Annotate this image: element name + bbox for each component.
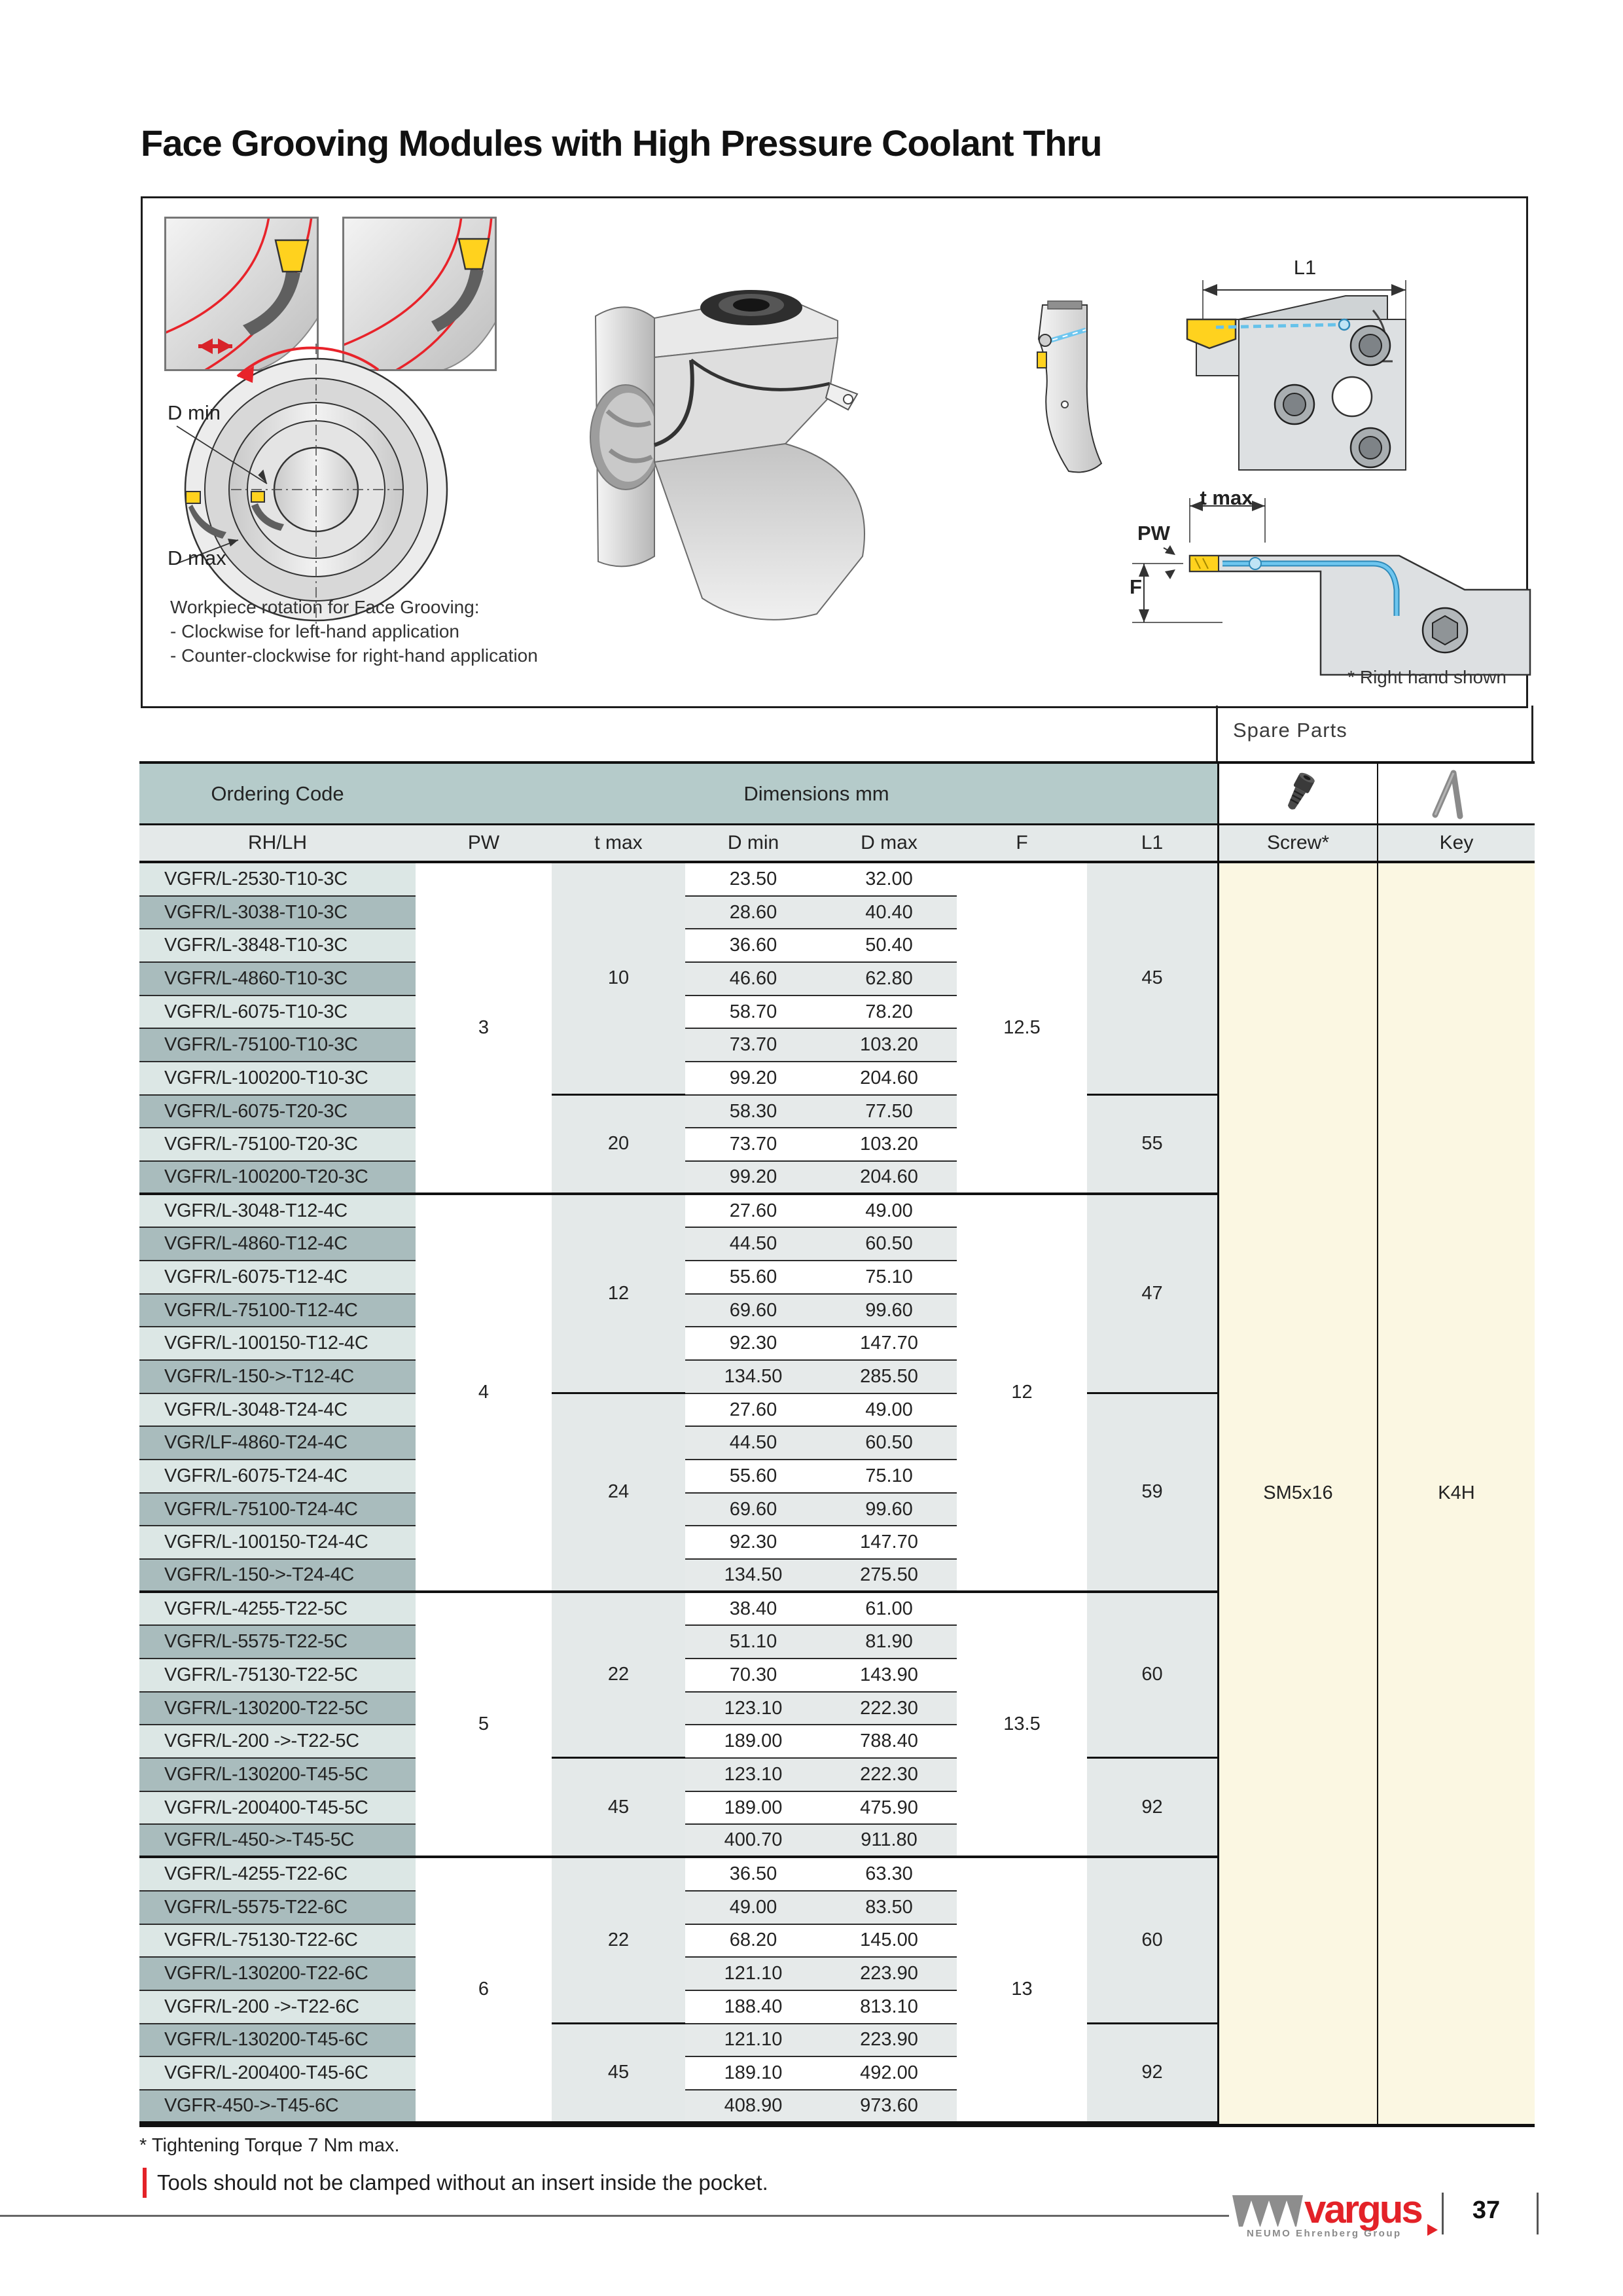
d-max-cell: 143.90: [821, 1659, 957, 1693]
footer-divider-2: [1537, 2193, 1539, 2234]
col-header-l1: L1: [1087, 825, 1217, 863]
d-max-cell: 99.60: [821, 1494, 957, 1527]
vargus-logo: [1231, 2187, 1421, 2239]
d-max-cell: 222.30: [821, 1759, 957, 1792]
ordering-code-cell: VGFR/L-4860-T12-4C: [139, 1228, 416, 1261]
ordering-code-cell: VGFR/L-4255-T22-5C: [139, 1593, 416, 1626]
pw-cell: 4: [416, 1195, 552, 1593]
d-min-cell: 134.50: [685, 1560, 821, 1593]
d-min-cell: 68.20: [685, 1925, 821, 1958]
d-min-cell: 121.10: [685, 2024, 821, 2058]
ordering-code-cell: VGFR/L-130200-T45-5C: [139, 1759, 416, 1792]
d-min-cell: 27.60: [685, 1195, 821, 1229]
d-min-cell: 189.00: [685, 1792, 821, 1825]
tmax-cell: 10: [552, 863, 685, 1096]
f-cell: 12: [957, 1195, 1087, 1593]
d-min-cell: 408.90: [685, 2090, 821, 2124]
d-min-cell: 44.50: [685, 1228, 821, 1261]
d-min-cell: 189.10: [685, 2057, 821, 2090]
tmax-cell: 20: [552, 1096, 685, 1195]
l1-cell: 55: [1087, 1096, 1217, 1195]
ordering-code-cell: VGFR/L-100150-T12-4C: [139, 1327, 416, 1361]
ordering-code-cell: VGFR/L-200 ->-T22-6C: [139, 1991, 416, 2024]
d-min-label: D min: [168, 401, 221, 424]
tool-side-view: [1023, 300, 1115, 476]
f-cell: 13: [957, 1858, 1087, 2123]
d-min-cell: 92.30: [685, 1526, 821, 1560]
d-min-cell: 69.60: [685, 1295, 821, 1328]
d-min-cell: 27.60: [685, 1394, 821, 1427]
tmax-cell: 22: [552, 1858, 685, 2024]
ordering-code-cell: VGFR/L-75100-T12-4C: [139, 1295, 416, 1328]
ordering-code-cell: VGFR/L-6075-T12-4C: [139, 1261, 416, 1295]
l1-cell: 59: [1087, 1394, 1217, 1593]
ordering-code-cell: VGFR/L-150->-T24-4C: [139, 1560, 416, 1593]
d-max-cell: 99.60: [821, 1295, 957, 1328]
d-max-cell: 40.40: [821, 897, 957, 930]
ordering-code-cell: VGFR/L-200 ->-T22-5C: [139, 1725, 416, 1759]
vargus-subtitle: NEUMO Ehrenberg Group: [1247, 2228, 1402, 2239]
ordering-code-cell: VGFR/L-200400-T45-5C: [139, 1792, 416, 1825]
f-cell: 12.5: [957, 863, 1087, 1195]
ordering-code-cell: VGFR/L-4255-T22-6C: [139, 1858, 416, 1892]
l1-cell: 92: [1087, 1759, 1217, 1858]
d-max-cell: 222.30: [821, 1693, 957, 1726]
rotation-note-line1: Workpiece rotation for Face Grooving:: [170, 597, 480, 617]
d-max-cell: 78.20: [821, 996, 957, 1030]
screw-icon: [1217, 764, 1377, 825]
d-min-cell: 55.60: [685, 1460, 821, 1494]
tmax-cell: 24: [552, 1394, 685, 1593]
d-max-cell: 204.60: [821, 1162, 957, 1195]
pw-cell: 3: [416, 863, 552, 1195]
dimensions-header: Dimensions mm: [416, 764, 1217, 825]
d-min-cell: 44.50: [685, 1427, 821, 1460]
ordering-code-cell: VGFR/L-6075-T20-3C: [139, 1096, 416, 1129]
l1-cell: 60: [1087, 1858, 1217, 2024]
l1-cell: 60: [1087, 1593, 1217, 1759]
d-min-cell: 58.70: [685, 996, 821, 1030]
vargus-logo-mark: [1231, 2193, 1304, 2228]
l1-cell: 92: [1087, 2024, 1217, 2124]
ordering-code-cell: VGFR/L-2530-T10-3C: [139, 863, 416, 897]
d-min-cell: 188.40: [685, 1991, 821, 2024]
d-max-cell: 285.50: [821, 1361, 957, 1394]
page-number: 37: [1472, 2197, 1501, 2224]
tool-3d-render: [555, 234, 889, 640]
key-spare-cell: K4H: [1377, 863, 1535, 2124]
d-max-cell: 77.50: [821, 1096, 957, 1129]
d-max-cell: 61.00: [821, 1593, 957, 1626]
ordering-code-cell: VGR/LF-4860-T24-4C: [139, 1427, 416, 1460]
d-max-cell: 60.50: [821, 1427, 957, 1460]
d-max-cell: 492.00: [821, 2057, 957, 2090]
ordering-code-cell: VGFR/L-100200-T20-3C: [139, 1162, 416, 1195]
spare-parts-heading: Spare Parts: [1233, 719, 1347, 742]
col-header-f: F: [957, 825, 1087, 863]
ordering-code-cell: VGFR/L-75130-T22-5C: [139, 1659, 416, 1693]
d-min-cell: 38.40: [685, 1593, 821, 1626]
ordering-code-header: Ordering Code: [139, 764, 416, 825]
d-min-cell: 189.00: [685, 1725, 821, 1759]
d-min-cell: 36.50: [685, 1858, 821, 1892]
d-max-cell: 204.60: [821, 1062, 957, 1096]
d-max-cell: 75.10: [821, 1460, 957, 1494]
d-max-cell: 32.00: [821, 863, 957, 897]
d-max-cell: 223.90: [821, 2024, 957, 2058]
d-max-cell: 145.00: [821, 1925, 957, 1958]
ordering-code-cell: VGFR/L-3048-T12-4C: [139, 1195, 416, 1229]
warning-text: Tools should not be clamped without an insert inside the pocket.: [157, 2170, 768, 2195]
d-max-cell: 973.60: [821, 2090, 957, 2124]
d-min-cell: 55.60: [685, 1261, 821, 1295]
d-min-cell: 123.10: [685, 1693, 821, 1726]
d-max-cell: 83.50: [821, 1892, 957, 1925]
f-cell: 13.5: [957, 1593, 1087, 1858]
d-max-cell: 911.80: [821, 1825, 957, 1858]
footer-divider-1: [1442, 2193, 1444, 2234]
rotation-note-line3: - Counter-clockwise for right-hand application: [170, 645, 538, 666]
tmax-cell: 12: [552, 1195, 685, 1394]
col-header-tmax: t max: [552, 825, 685, 863]
d-max-cell: 63.30: [821, 1858, 957, 1892]
d-min-cell: 58.30: [685, 1096, 821, 1129]
d-max-cell: 813.10: [821, 1991, 957, 2024]
d-max-cell: 223.90: [821, 1958, 957, 1991]
ordering-code-cell: VGFR/L-75100-T10-3C: [139, 1029, 416, 1062]
d-min-cell: 134.50: [685, 1361, 821, 1394]
d-min-cell: 36.60: [685, 929, 821, 963]
tool-detail-view: [1124, 485, 1543, 681]
tmax-cell: 45: [552, 2024, 685, 2124]
d-min-cell: 73.70: [685, 1128, 821, 1162]
col-header-pw: PW: [416, 825, 552, 863]
d-min-cell: 121.10: [685, 1958, 821, 1991]
d-max-cell: 475.90: [821, 1792, 957, 1825]
ordering-code-cell: VGFR/L-6075-T10-3C: [139, 996, 416, 1030]
d-min-cell: 49.00: [685, 1892, 821, 1925]
ordering-code-cell: VGFR/L-150->-T12-4C: [139, 1361, 416, 1394]
col-header-screw: Screw*: [1217, 825, 1377, 863]
l1-cell: 45: [1087, 863, 1217, 1096]
pw-cell: 6: [416, 1858, 552, 2123]
ordering-code-cell: VGFR/L-100150-T24-4C: [139, 1526, 416, 1560]
rotation-note-line2: - Clockwise for left-hand application: [170, 621, 459, 641]
ordering-code-cell: VGFR/L-130200-T45-6C: [139, 2024, 416, 2058]
right-hand-note: * Right hand shown: [1347, 667, 1507, 687]
tool-front-view: [1177, 254, 1533, 476]
logo-flag: [1427, 2224, 1438, 2236]
d-max-cell: 275.50: [821, 1560, 957, 1593]
screw-spare-cell: SM5x16: [1217, 863, 1377, 2124]
spare-parts-divider-left: [1216, 706, 1218, 762]
ordering-code-cell: VGFR/L-100200-T10-3C: [139, 1062, 416, 1096]
d-min-cell: 70.30: [685, 1659, 821, 1693]
d-min-cell: 99.20: [685, 1062, 821, 1096]
d-max-cell: 49.00: [821, 1394, 957, 1427]
vargus-wordmark: vargus: [1304, 2187, 1421, 2231]
ordering-code-cell: VGFR/L-6075-T24-4C: [139, 1460, 416, 1494]
d-min-cell: 28.60: [685, 897, 821, 930]
ordering-code-cell: VGFR/L-5575-T22-6C: [139, 1892, 416, 1925]
rotation-note: [170, 595, 538, 668]
ordering-code-cell: VGFR/L-450->-T45-5C: [139, 1825, 416, 1858]
d-min-cell: 69.60: [685, 1494, 821, 1527]
d-max-cell: 62.80: [821, 963, 957, 996]
ordering-code-cell: VGFR/L-3848-T10-3C: [139, 929, 416, 963]
pw-cell: 5: [416, 1593, 552, 1858]
warning-accent-bar: [143, 2168, 147, 2198]
d-min-cell: 99.20: [685, 1162, 821, 1195]
ordering-code-cell: VGFR/L-4860-T10-3C: [139, 963, 416, 996]
d-max-cell: 147.70: [821, 1526, 957, 1560]
ordering-code-cell: VGFR-450->-T45-6C: [139, 2090, 416, 2124]
d-max-cell: 50.40: [821, 929, 957, 963]
col-header-rhlh: RH/LH: [139, 825, 416, 863]
footer-rule: [0, 2215, 1229, 2217]
ordering-code-cell: VGFR/L-75100-T24-4C: [139, 1494, 416, 1527]
illustration-panel: [141, 196, 1528, 708]
d-max-cell: 81.90: [821, 1626, 957, 1659]
d-max-cell: 788.40: [821, 1725, 957, 1759]
d-max-label: D max: [168, 547, 226, 569]
d-min-cell: 400.70: [685, 1825, 821, 1858]
col-header-dmax: D max: [821, 825, 957, 863]
d-max-cell: 103.20: [821, 1029, 957, 1062]
ordering-code-cell: VGFR/L-3048-T24-4C: [139, 1394, 416, 1427]
ordering-code-cell: VGFR/L-75100-T20-3C: [139, 1128, 416, 1162]
spare-parts-divider-right: [1531, 706, 1533, 762]
ordering-code-cell: VGFR/L-200400-T45-6C: [139, 2057, 416, 2090]
d-min-cell: 23.50: [685, 863, 821, 897]
d-max-cell: 103.20: [821, 1128, 957, 1162]
ordering-code-cell: VGFR/L-130200-T22-6C: [139, 1958, 416, 1991]
pw-dim-label: PW: [1137, 522, 1170, 545]
d-min-cell: 73.70: [685, 1029, 821, 1062]
ordering-code-cell: VGFR/L-3038-T10-3C: [139, 897, 416, 930]
l1-cell: 47: [1087, 1195, 1217, 1394]
d-min-cell: 123.10: [685, 1759, 821, 1792]
l1-dim-label: L1: [1293, 256, 1317, 279]
t-max-dim-label: t max: [1200, 486, 1253, 509]
col-header-dmin: D min: [685, 825, 821, 863]
d-min-cell: 46.60: [685, 963, 821, 996]
d-max-cell: 60.50: [821, 1228, 957, 1261]
clamping-warning: [143, 2168, 768, 2198]
ordering-code-cell: VGFR/L-130200-T22-5C: [139, 1693, 416, 1726]
col-header-key: Key: [1377, 825, 1535, 863]
torque-footnote: * Tightening Torque 7 Nm max.: [139, 2135, 400, 2156]
tmax-cell: 45: [552, 1759, 685, 1858]
d-max-cell: 147.70: [821, 1327, 957, 1361]
f-dim-label: F: [1130, 575, 1142, 598]
d-min-cell: 51.10: [685, 1626, 821, 1659]
d-max-cell: 49.00: [821, 1195, 957, 1229]
workpiece-rotation-diagram: [169, 342, 463, 637]
ordering-table: [139, 761, 1535, 2127]
page-title: Face Grooving Modules with High Pressure Coolant Thru: [141, 122, 1102, 164]
d-min-cell: 92.30: [685, 1327, 821, 1361]
d-max-cell: 75.10: [821, 1261, 957, 1295]
ordering-code-cell: VGFR/L-75130-T22-6C: [139, 1925, 416, 1958]
ordering-code-cell: VGFR/L-5575-T22-5C: [139, 1626, 416, 1659]
hex-key-icon: [1377, 764, 1535, 825]
tmax-cell: 22: [552, 1593, 685, 1759]
